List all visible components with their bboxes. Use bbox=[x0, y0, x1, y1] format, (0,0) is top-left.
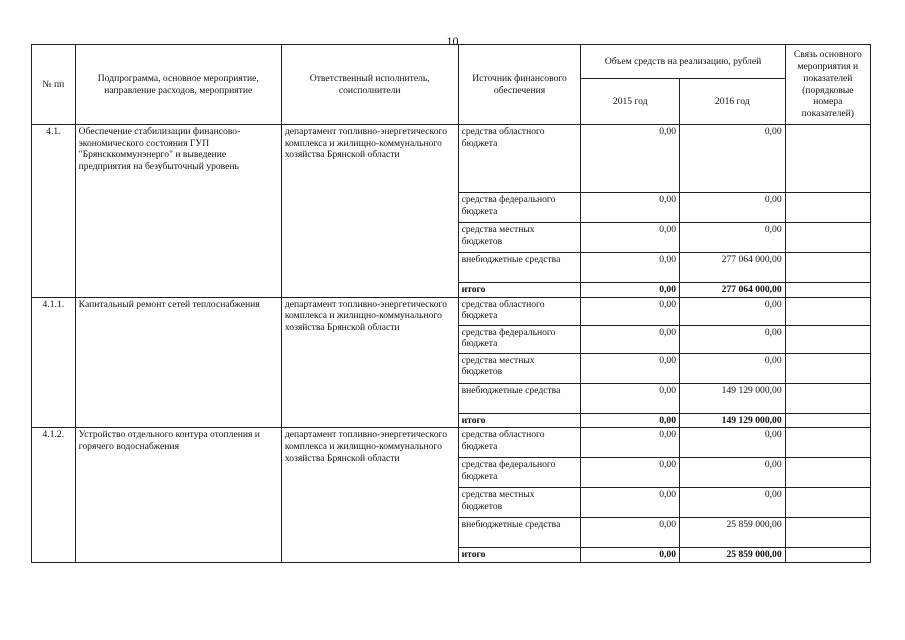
row-source: средства местных бюджетов bbox=[458, 353, 581, 383]
row-link bbox=[785, 297, 870, 325]
row-link bbox=[785, 353, 870, 383]
row-amount-2016: 277 064 000,00 bbox=[680, 283, 786, 298]
row-link bbox=[785, 283, 870, 298]
row-link bbox=[785, 458, 870, 488]
row-amount-2016: 0,00 bbox=[680, 353, 786, 383]
page-number: 10 bbox=[446, 34, 459, 48]
row-source: внебюджетные средства bbox=[458, 383, 581, 413]
row-amount-2016: 0,00 bbox=[680, 488, 786, 518]
row-link bbox=[785, 428, 870, 458]
row-amount-2016: 0,00 bbox=[680, 458, 786, 488]
row-link bbox=[785, 193, 870, 223]
row-amount-2016: 0,00 bbox=[680, 297, 786, 325]
table-row bbox=[32, 125, 871, 193]
row-amount-2015: 0,00 bbox=[581, 383, 680, 413]
row-amount-2015: 0,00 bbox=[581, 413, 680, 428]
row-amount-2015: 0,00 bbox=[581, 488, 680, 518]
header-source: Источник финансового обеспечения bbox=[458, 45, 581, 125]
row-link bbox=[785, 125, 870, 193]
row-amount-2015: 0,00 bbox=[581, 428, 680, 458]
row-executor: департамент топливно-энергетического комплекса и жилищно-коммунального хозяйства Брянской области bbox=[281, 125, 458, 298]
row-source: итого bbox=[458, 283, 581, 298]
row-amount-2015: 0,00 bbox=[581, 518, 680, 548]
row-executor: департамент топливно-энергетического комплекса и жилищно-коммунального хозяйства Брянской области bbox=[281, 428, 458, 563]
row-amount-2015: 0,00 bbox=[581, 353, 680, 383]
row-num: 4.1.1. bbox=[32, 297, 76, 428]
row-amount-2015: 0,00 bbox=[581, 283, 680, 298]
row-amount-2015: 0,00 bbox=[581, 548, 680, 563]
financing-table bbox=[31, 44, 871, 563]
row-amount-2016: 0,00 bbox=[680, 325, 786, 353]
table-body bbox=[32, 125, 871, 563]
header-executor: Ответственный исполнитель, соисполнители bbox=[281, 45, 458, 125]
row-amount-2016: 0,00 bbox=[680, 193, 786, 223]
header-program: Подпрограмма, основное мероприятие, направление расходов, мероприятие bbox=[75, 45, 281, 125]
row-amount-2016: 149 129 000,00 bbox=[680, 413, 786, 428]
row-amount-2015: 0,00 bbox=[581, 325, 680, 353]
row-link bbox=[785, 223, 870, 253]
row-source: средства областного бюджета bbox=[458, 297, 581, 325]
row-amount-2015: 0,00 bbox=[581, 253, 680, 283]
row-source: внебюджетные средства bbox=[458, 518, 581, 548]
row-num: 4.1. bbox=[32, 125, 76, 298]
header-link: Связь основного мероприятия и показателей (порядковые номера показателей) bbox=[785, 45, 870, 125]
row-executor: департамент топливно-энергетического комплекса и жилищно-коммунального хозяйства Брянской области bbox=[281, 297, 458, 428]
row-link bbox=[785, 383, 870, 413]
row-link bbox=[785, 548, 870, 563]
row-amount-2015: 0,00 bbox=[581, 193, 680, 223]
row-amount-2015: 0,00 bbox=[581, 223, 680, 253]
row-source: средства федерального бюджета bbox=[458, 193, 581, 223]
row-source: средства местных бюджетов bbox=[458, 488, 581, 518]
table-row bbox=[32, 428, 871, 458]
row-link bbox=[785, 325, 870, 353]
row-amount-2015: 0,00 bbox=[581, 125, 680, 193]
row-amount-2016: 25 859 000,00 bbox=[680, 548, 786, 563]
table-row bbox=[32, 297, 871, 325]
row-source: средства местных бюджетов bbox=[458, 223, 581, 253]
row-program: Капитальный ремонт сетей теплоснабжения bbox=[75, 297, 281, 428]
row-program: Устройство отдельного контура отопления и горячего водоснабжения bbox=[75, 428, 281, 563]
header-num: № пп bbox=[32, 45, 76, 125]
row-source: средства федерального бюджета bbox=[458, 325, 581, 353]
row-amount-2016: 0,00 bbox=[680, 223, 786, 253]
row-source: средства областного бюджета bbox=[458, 428, 581, 458]
row-source: внебюджетные средства bbox=[458, 253, 581, 283]
row-source: средства федерального бюджета bbox=[458, 458, 581, 488]
row-amount-2016: 25 859 000,00 bbox=[680, 518, 786, 548]
header-year-2016: 2016 год bbox=[680, 79, 786, 125]
row-amount-2016: 277 064 000,00 bbox=[680, 253, 786, 283]
row-amount-2016: 0,00 bbox=[680, 125, 786, 193]
header-volume: Объем средств на реализацию, рублей bbox=[581, 45, 785, 79]
row-amount-2015: 0,00 bbox=[581, 297, 680, 325]
row-num: 4.1.2. bbox=[32, 428, 76, 563]
header-year-2015: 2015 год bbox=[581, 79, 680, 125]
row-program: Обеспечение стабилизации финансово-экономического состояния ГУП "Брянсккоммунэнерго" и выведение предприятия на безубыточный уровень bbox=[75, 125, 281, 298]
row-source: итого bbox=[458, 413, 581, 428]
row-link bbox=[785, 413, 870, 428]
row-amount-2015: 0,00 bbox=[581, 458, 680, 488]
row-source: средства областного бюджета bbox=[458, 125, 581, 193]
row-source: итого bbox=[458, 548, 581, 563]
row-link bbox=[785, 518, 870, 548]
row-amount-2016: 0,00 bbox=[680, 428, 786, 458]
row-link bbox=[785, 253, 870, 283]
row-link bbox=[785, 488, 870, 518]
row-amount-2016: 149 129 000,00 bbox=[680, 383, 786, 413]
